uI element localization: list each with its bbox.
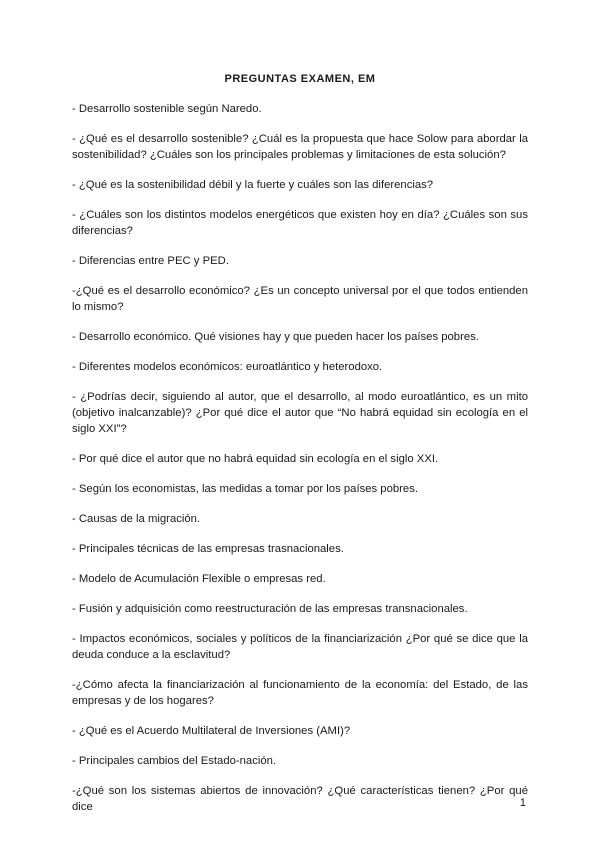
question-item: - Diferentes modelos económicos: euroatlántico y heterodoxo. [72,361,383,373]
question-item: - Impactos económicos, sociales y políticos de la financiarización ¿Por qué se dice que la deuda conduce a la esclavitud? [72,633,528,661]
question-item: - Según los economistas, las medidas a tomar por los países pobres. [72,483,418,495]
question-item: - ¿Cuáles son los distintos modelos energéticos que existen hoy en día? ¿Cuáles son sus diferencias? [72,209,528,237]
question-item: - ¿Qué es el desarrollo sostenible? ¿Cuál es la propuesta que hace Solow para abordar la sostenibilidad? ¿Cuáles son los principales problemas y limitaciones de esta solución? [72,133,528,161]
page-number: 1 [519,797,526,809]
question-item: - Principales cambios del Estado-nación. [72,755,277,767]
question-item: - ¿Podrías decir, siguiendo al autor, que el desarrollo, al modo euroatlántico, es un mito (objetivo inalcanzable)? ¿Por qué dice el autor que “No habrá equidad sin ecología en el siglo XXI”? [72,391,528,435]
question-item: - Por qué dice el autor que no habrá equidad sin ecología en el siglo XXI. [72,453,439,465]
document-title: PREGUNTAS EXAMEN, EM [224,73,376,85]
question-item: - Desarrollo sostenible según Naredo. [72,103,262,115]
question-item: -¿Qué son los sistemas abiertos de innovación? ¿Qué características tienen? ¿Por qué dice [72,785,528,813]
question-item: - Fusión y adquisición como reestructuración de las empresas transnacionales. [72,603,468,615]
question-list [72,101,528,829]
question-item: - Modelo de Acumulación Flexible o empresas red. [72,573,326,585]
question-item: -¿Qué es el desarrollo económico? ¿Es un concepto universal por el que todos entienden lo mismo? [72,285,528,313]
question-item: - Principales técnicas de las empresas trasnacionales. [72,543,344,555]
question-item: -¿Cómo afecta la financiarización al funcionamiento de la economía: del Estado, de las empresas y de los hogares? [72,679,528,707]
question-item: - ¿Qué es la sostenibilidad débil y la fuerte y cuáles son las diferencias? [72,179,434,191]
question-item: - Diferencias entre PEC y PED. [72,255,229,267]
question-item: - Desarrollo económico. Qué visiones hay y que pueden hacer los países pobres. [72,331,479,343]
question-item: - ¿Qué es el Acuerdo Multilateral de Inversiones (AMI)? [72,725,351,737]
question-item: - Causas de la migración. [72,513,201,525]
